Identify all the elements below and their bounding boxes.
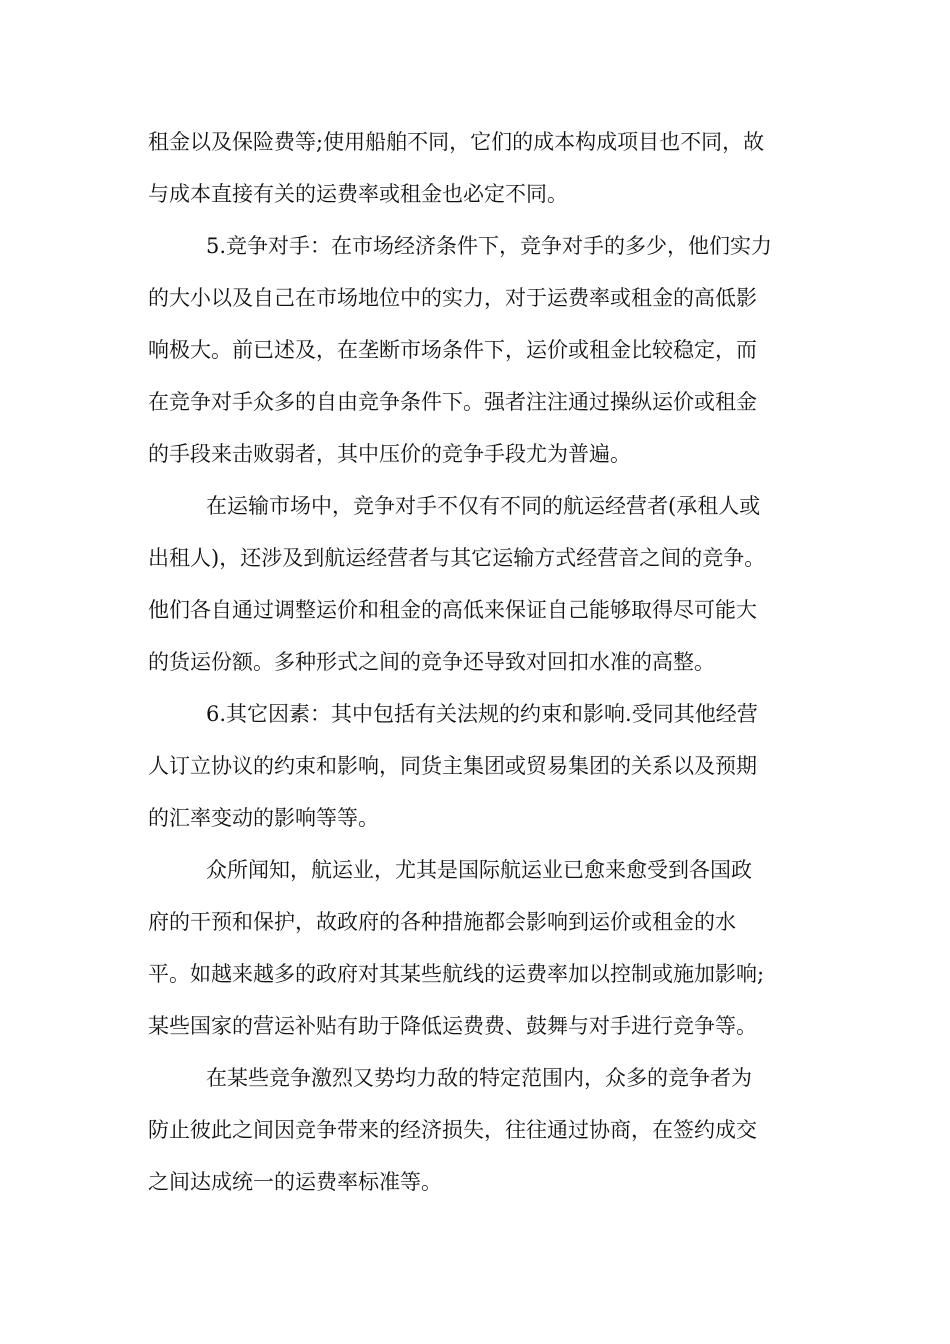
text-line: 出租人)，还涉及到航运经营者与其它运输方式经营音之间的竞争。 bbox=[148, 546, 766, 570]
text-line: 府的干预和保护，故政府的各种措施都会影响到运价或租金的水 bbox=[148, 910, 736, 934]
text-line: 防止彼此之间因竞争带来的经济损失，往往通过协商，在签约成交 bbox=[148, 1118, 757, 1142]
text-line: 某些国家的营运补贴有助于降低运费费、鼓舞与对手进行竞争等。 bbox=[148, 1014, 757, 1038]
text-line: 平。如越来越多的政府对其某些航线的运费率加以控制或施加影响; bbox=[148, 962, 765, 986]
paragraph-start-line: 在某些竞争激烈又势均力敌的特定范围内，众多的竞争者为 bbox=[206, 1066, 752, 1090]
text-line: 响极大。前已述及，在垄断市场条件下，运价或租金比较稳定，而 bbox=[148, 338, 757, 362]
text-line: 他们各自通过调整运价和租金的高低来保证自己能够取得尽可能大 bbox=[148, 598, 757, 622]
paragraph-start-line: 在运输市场中，竞争对手不仅有不同的航运经营者(承租人或 bbox=[206, 494, 761, 518]
text-line: 在竞争对手众多的自由竞争条件下。强者注注通过操纵运价或租金 bbox=[148, 390, 757, 414]
text-line: 租金以及保险费等;使用船舶不同，它们的成本构成项目也不同，故 bbox=[148, 130, 765, 154]
document-body bbox=[148, 116, 808, 1208]
text-line: 的货运份额。多种形式之间的竞争还导致对回扣水准的高整。 bbox=[148, 650, 715, 674]
text-line: 的大小以及自己在市场地位中的实力，对于运费率或租金的高低影 bbox=[148, 286, 757, 310]
paragraph-start-line: 众所闻知，航运业，尤其是国际航运业已愈来愈受到各国政 bbox=[206, 858, 752, 882]
text-line: 的汇率变动的影响等等。 bbox=[148, 806, 379, 830]
paragraph-start-line: 6.其它因素：其中包括有关法规的约束和影响.受同其他经营 bbox=[206, 702, 758, 726]
text-line: 人订立协议的约束和影响，同货主集团或贸易集团的关系以及预期 bbox=[148, 754, 757, 778]
text-line: 的手段来击败弱者，其中压价的竞争手段尤为普遍。 bbox=[148, 442, 631, 466]
text-line: 之间达成统一的运费率标准等。 bbox=[148, 1170, 442, 1194]
text-line: 与成本直接有关的运费率或租金也必定不同。 bbox=[148, 182, 568, 206]
paragraph-start-line: 5.竞争对手：在市场经济条件下，竞争对手的多少，他们实力 bbox=[206, 234, 773, 258]
